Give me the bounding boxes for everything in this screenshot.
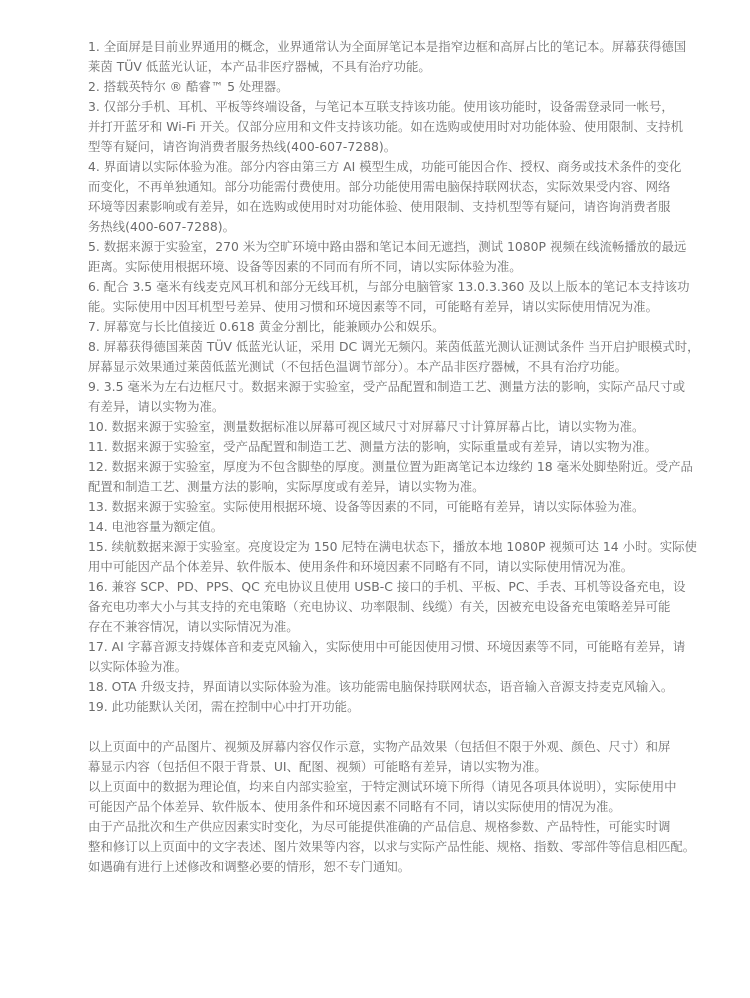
disclaimer-paragraph-line: 幕显示内容（包括但不限于背景、UI、配图、视频）可能略有差异，请以实物为准。 [88,759,547,774]
footnote-line: 型等有疑问，请咨询消费者服务热线(400-607-7288)。 [88,139,397,154]
footnote [88,517,678,537]
footnote [88,157,682,237]
footnote [88,417,678,437]
footnote [88,437,678,457]
footnote-line: 屏幕显示效果通过莱茵低蓝光测试（不包括色温调节部分）。本产品非医疗器械，不具有治疗功能。 [88,359,627,374]
footnote-line: 15. 续航数据来源于实验室。亮度设定为 150 尼特在满电状态下，播放本地 1080P 视频可达 14 小时。实际使 [88,539,697,554]
footnote-line: 7. 屏幕宽与长比值接近 0.618 黄金分割比，能兼顾办公和娱乐。 [88,319,445,334]
footnote [88,37,687,77]
disclaimer-paragraph-line: 由于产品批次和生产供应因素实时变化，为尽可能提供准确的产品信息、规格参数、产品特性，可能实时调 [88,819,671,834]
footnote-line: 而变化，不再单独通知。部分功能需付费使用。部分功能使用需电脑保持联网状态，实际效果受内容、网络 [88,179,671,194]
footnote-line: 14. 电池容量为额定值。 [88,519,224,534]
footnote-line: 存在不兼容情况，请以实际情况为准。 [88,619,299,634]
footnote-line: 务热线(400-607-7288)。 [88,219,236,234]
footnote-line: 有差异，请以实物为准。 [88,399,225,414]
footnote-line: 16. 兼容 SCP、PD、PPS、QC 充电协议且使用 USB-C 接口的手机、平板、PC、手表、耳机等设备充电，设 [88,579,686,594]
footnote-line: 莱茵 TÜV 低蓝光认证，本产品非医疗器械，不具有治疗功能。 [88,59,431,74]
disclaimer-paragraph-line: 可能因产品个体差异、软件版本、使用条件和环境因素不同略有不同，请以实际使用的情况为准。 [88,799,621,814]
footnote [88,317,678,337]
footnote [88,677,678,697]
disclaimer-paragraph-line: 整和修订以上页面中的文字表述、图片效果等内容，以求与实际产品性能、规格、指数、零部件等信息相匹配。 [88,839,696,854]
footnote [88,457,693,497]
footnote-line: 10. 数据来源于实验室，测量数据标准以屏幕可视区域尺寸对屏幕尺寸计算屏幕占比，请以实物为准。 [88,419,645,434]
footnote [88,377,685,417]
disclaimer-paragraph-line: 以上页面中的产品图片、视频及屏幕内容仅作示意，实物产品效果（包括但不限于外观、颜色、尺寸）和屏 [88,739,671,754]
footnote [88,277,690,317]
footnote-line: 18. OTA 升级支持，界面请以实际体验为准。该功能需电脑保持联网状态，语音输入音源支持麦克风输入。 [88,679,674,694]
footnote-line: 用中可能因产品个体差异、软件版本、使用条件和环境因素不同略有不同，请以实际使用情况为准。 [88,559,634,574]
footnote-line: 5. 数据来源于实验室，270 米为空旷环境中路由器和笔记本间无遮挡，测试 1080P 视频在线流畅播放的最远 [88,239,687,254]
footnote-line: 9. 3.5 毫米为左右边框尺寸。数据来源于实验室，受产品配置和制造工艺、测量方法的影响，实际产品尺寸或 [88,379,685,394]
footnote [88,497,678,517]
footnotes-document [88,37,700,877]
footnote-line: 3. 仅部分手机、耳机、平板等终端设备，与笔记本互联支持该功能。使用该功能时，设备需登录同一帐号， [88,99,674,114]
footnote [88,537,697,577]
footnote-line: 13. 数据来源于实验室。实际使用根据环境、设备等因素的不同，可能略有差异，请以实际体验为准。 [88,499,645,514]
footnote-line: 1. 全面屏是目前业界通用的概念，业界通常认为全面屏笔记本是指窄边框和高屏占比的笔记本。屏幕获得德国 [88,39,687,54]
footnote [88,637,686,677]
footnote-line: 17. AI 字幕音源支持媒体音和麦克风输入，实际使用中可能因使用习惯、环境因素等不同，可能略有差异，请 [88,639,686,654]
disclaimer-paragraph [88,777,678,817]
disclaimer-paragraph [88,737,678,777]
footnote-line: 备充电功率大小与其支持的充电策略（充电协议、功率限制、线缆）有关，因被充电设备充电策略差异可能 [88,599,671,614]
footnote-line: 并打开蓝牙和 Wi-Fi 开关。仅部分应用和文件支持该功能。如在选购或使用时对功能体验、使用限制、支持机 [88,119,684,134]
footnote-line: 距离。实际使用根据环境、设备等因素的不同而有所不同，请以实际体验为准。 [88,259,522,274]
footnote-line: 6. 配合 3.5 毫米有线麦克风耳机和部分无线耳机，与部分电脑管家 13.0.3.360 及以上版本的笔记本支持该功 [88,279,690,294]
footnote-line: 19. 此功能默认关闭，需在控制中心中打开功能。 [88,699,360,714]
section-spacer [88,717,678,737]
disclaimer-paragraph-line: 以上页面中的数据为理论值，均来自内部实验室，于特定测试环境下所得（请见各项具体说明），实际使用中 [88,779,677,794]
footnote-line: 4. 界面请以实际体验为准。部分内容由第三方 AI 模型生成，功能可能因合作、授权、商务或技术条件的变化 [88,159,682,174]
footnote-line: 能。实际使用中因耳机型号差异、使用习惯和环境因素等不同，可能略有差异，请以实际使用情况为准。 [88,299,658,314]
footnotes-list [88,37,700,717]
footnote-line: 环境等因素影响或有差异，如在选购或使用时对功能体验、使用限制、支持机型等有疑问，请咨询消费者服 [88,199,671,214]
footnote [88,97,684,157]
footnote [88,77,678,97]
footnote [88,237,687,277]
footnote-line: 12. 数据来源于实验室，厚度为不包含脚垫的厚度。测量位置为距离笔记本边缘约 18 毫米处脚垫附近。受产品 [88,459,693,474]
footnote-line: 11. 数据来源于实验室，受产品配置和制造工艺、测量方法的影响，实际重量或有差异，请以实物为准。 [88,439,657,454]
footnote [88,577,686,637]
disclaimer-paragraph-line: 如遇确有进行上述修改和调整必要的情形，恕不专门通知。 [88,859,411,874]
footnote-line: 8. 屏幕获得德国莱茵 TÜV 低蓝光认证，采用 DC 调光无频闪。莱茵低蓝光测认证测试条件 当开启护眼模式时， [88,339,700,354]
footnote-line: 以实际体验为准。 [88,659,188,674]
footnote [88,697,678,717]
disclaimer-list [88,737,696,877]
footnote-line: 2. 搭载英特尔 ® 酷睿™ 5 处理器。 [88,79,289,94]
footnote [88,337,700,377]
footnote-line: 配置和制造工艺、测量方法的影响，实际厚度或有差异，请以实物为准。 [88,479,485,494]
disclaimer-paragraph [88,817,696,877]
